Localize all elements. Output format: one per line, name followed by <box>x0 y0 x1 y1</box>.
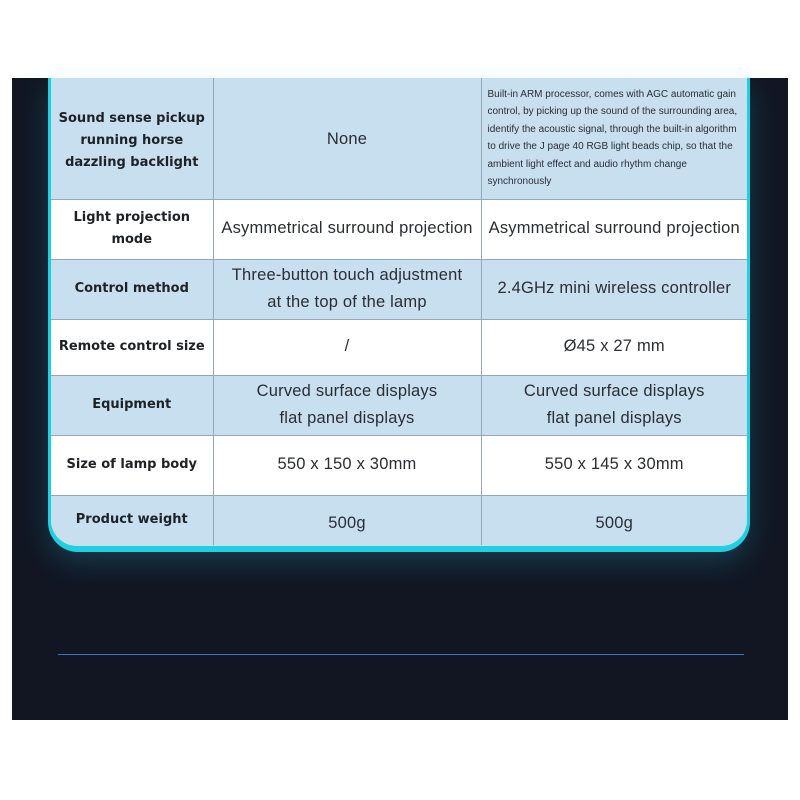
row-label-lamp-size: Size of lamp body <box>51 435 213 495</box>
table-row <box>51 319 747 375</box>
row-label-weight: Product weight <box>51 495 213 545</box>
row-label-sound-sense: Sound sense pickup running horse dazzling backlight <box>51 78 213 199</box>
cell-control-method-col2: 2.4GHz mini wireless controller <box>481 259 747 319</box>
table-row <box>51 495 747 545</box>
spec-card <box>48 78 750 552</box>
table-row <box>51 259 747 319</box>
table-row <box>51 199 747 259</box>
row-label-equipment: Equipment <box>51 375 213 435</box>
cell-light-projection-col2: Asymmetrical surround projection <box>481 199 747 259</box>
cell-remote-size-col1: / <box>213 319 481 375</box>
cell-equipment-col1: Curved surface displays flat panel displays <box>213 375 481 435</box>
cell-sound-sense-col1: None <box>213 78 481 199</box>
cell-light-projection-col1: Asymmetrical surround projection <box>213 199 481 259</box>
row-label-light-projection: Light projection mode <box>51 199 213 259</box>
cell-control-method-col1: Three-button touch adjustment at the top of the lamp <box>213 259 481 319</box>
spec-card-body <box>51 78 747 546</box>
table-row <box>51 78 747 199</box>
row-label-control-method: Control method <box>51 259 213 319</box>
row-label-remote-size: Remote control size <box>51 319 213 375</box>
cell-remote-size-col2: Ø45 x 27 mm <box>481 319 747 375</box>
cell-weight-col2: 500g <box>481 495 747 545</box>
cell-equipment-col2: Curved surface displays flat panel displays <box>481 375 747 435</box>
cell-weight-col1: 500g <box>213 495 481 545</box>
table-row <box>51 435 747 495</box>
cell-lamp-size-col2: 550 x 145 x 30mm <box>481 435 747 495</box>
spec-comparison-table <box>51 78 747 545</box>
table-row <box>51 375 747 435</box>
cell-lamp-size-col1: 550 x 150 x 30mm <box>213 435 481 495</box>
cell-sound-sense-col2: Built-in ARM processor, comes with AGC automatic gain control, by picking up the sound of the surrounding area, identify the acoustic signal, through the built-in algorithm to drive the J page 40 RGB light beads chip, so that the ambient light effect and audio rhythm change synchronously <box>481 78 747 199</box>
section-divider <box>58 654 744 655</box>
